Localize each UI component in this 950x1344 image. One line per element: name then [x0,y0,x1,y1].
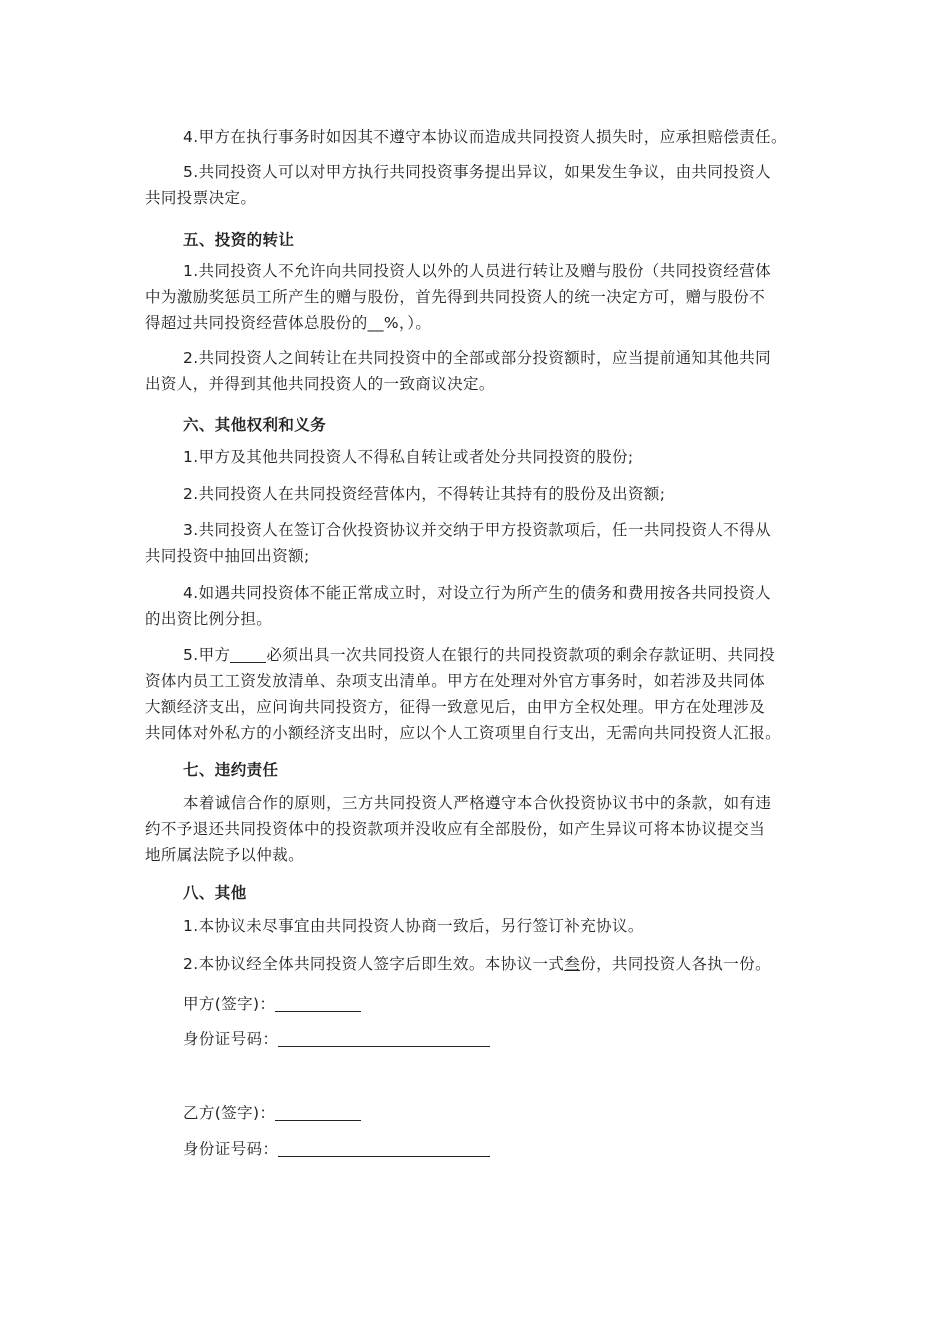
blank-line [230,645,266,663]
heading-section6: 六、其他权利和义务 [183,416,327,434]
section6-item5-line1: 5.甲方 必须出具一次共同投资人在银行的共同投资款项的剩余存款证明、共同投 [183,646,776,664]
section8-item2-line: 2.本协议经全体共同投资人签字后即生效。本协议一式叁份，共同投资人各执一份。 [183,955,772,973]
heading-section8: 八、其他 [183,884,247,902]
party-b-id: 身份证号码： [183,1137,490,1159]
section6-item2: 2.共同投资人在共同投资经营体内，不得转让其持有的股份及出资额; [183,485,666,503]
section5-item2: 2.共同投资人之间转让在共同投资中的全部或部分投资额时，应当提前通知其他共同 出资人，并得到其他共同投资人的一致商议决定。 [145,349,771,393]
section4-item4: 4.甲方在执行事务时如因其不遵守本协议而造成共同投资人损失时，应承担赔偿责任。 [183,128,787,146]
section4-item5: 5.共同投资人可以对甲方执行共同投资事务提出异议，如果发生争议，由共同投资人 共同投票决定。 [145,163,771,207]
section6-item3: 3.共同投资人在签订合伙投资协议并交纳于甲方投资款项后，任一共同投资人不得从 共同投资中抽回出资额; [145,521,771,565]
signature-line [275,994,361,1012]
id-number-line [278,1139,490,1157]
id-number-line [278,1029,490,1047]
section6-item1: 1.甲方及其他共同投资人不得私自转让或者处分共同投资的股份; [183,448,634,466]
section5-item1-line3: 得超过共同投资经营体总股份的__%，）。 [145,314,432,332]
party-b-signature: 乙方(签字)： [183,1101,361,1123]
section8-item1: 1.本协议未尽事宜由共同投资人协商一致后，另行签订补充协议。 [183,917,644,935]
section5-item1: 1.共同投资人不允许向共同投资人以外的人员进行转让及赠与股份（共同投资经营体 中为激励奖惩员工所产生的赠与股份，首先得到共同投资人的统一决定方可，赠与股份不 得超过共同投资经营体总股份的__%，）。 [145,258,810,336]
heading-section5: 五、投资的转让 [183,231,295,249]
section7-body: 本着诚信合作的原则，三方共同投资人严格遵守本合伙投资协议书中的条款，如有违 约不予退还共同投资体中的投资款项并没收应有全部股份，如产生异议可将本协议提交当 地所属法院予以仲裁。 [145,794,772,864]
section6-item4: 4.如遇共同投资体不能正常成立时，对设立行为所产生的债务和费用按各共同投资人 的出资比例分担。 [145,584,771,628]
heading-section7: 七、违约责任 [183,761,279,779]
party-a-id: 身份证号码： [183,1027,490,1049]
section8-item2 [145,951,810,977]
party-a-signature: 甲方(签字)： [183,992,361,1014]
section6-item5: 5.甲方 必须出具一次共同投资人在银行的共同投资款项的剩余存款证明、共同投 资体内员工工资发放清单、杂项支出清单。甲方在处理对外官方事务时，如若涉及共同体 大额经济支出，应问询共同投资方，征得一致意见后，由甲方全权处理。甲方在处理涉及 共同体对外私方的小额经济支出时，应以个人工资项里自行支出，无需向共同投资人汇报。 [145,642,810,746]
signature-line [275,1103,361,1121]
